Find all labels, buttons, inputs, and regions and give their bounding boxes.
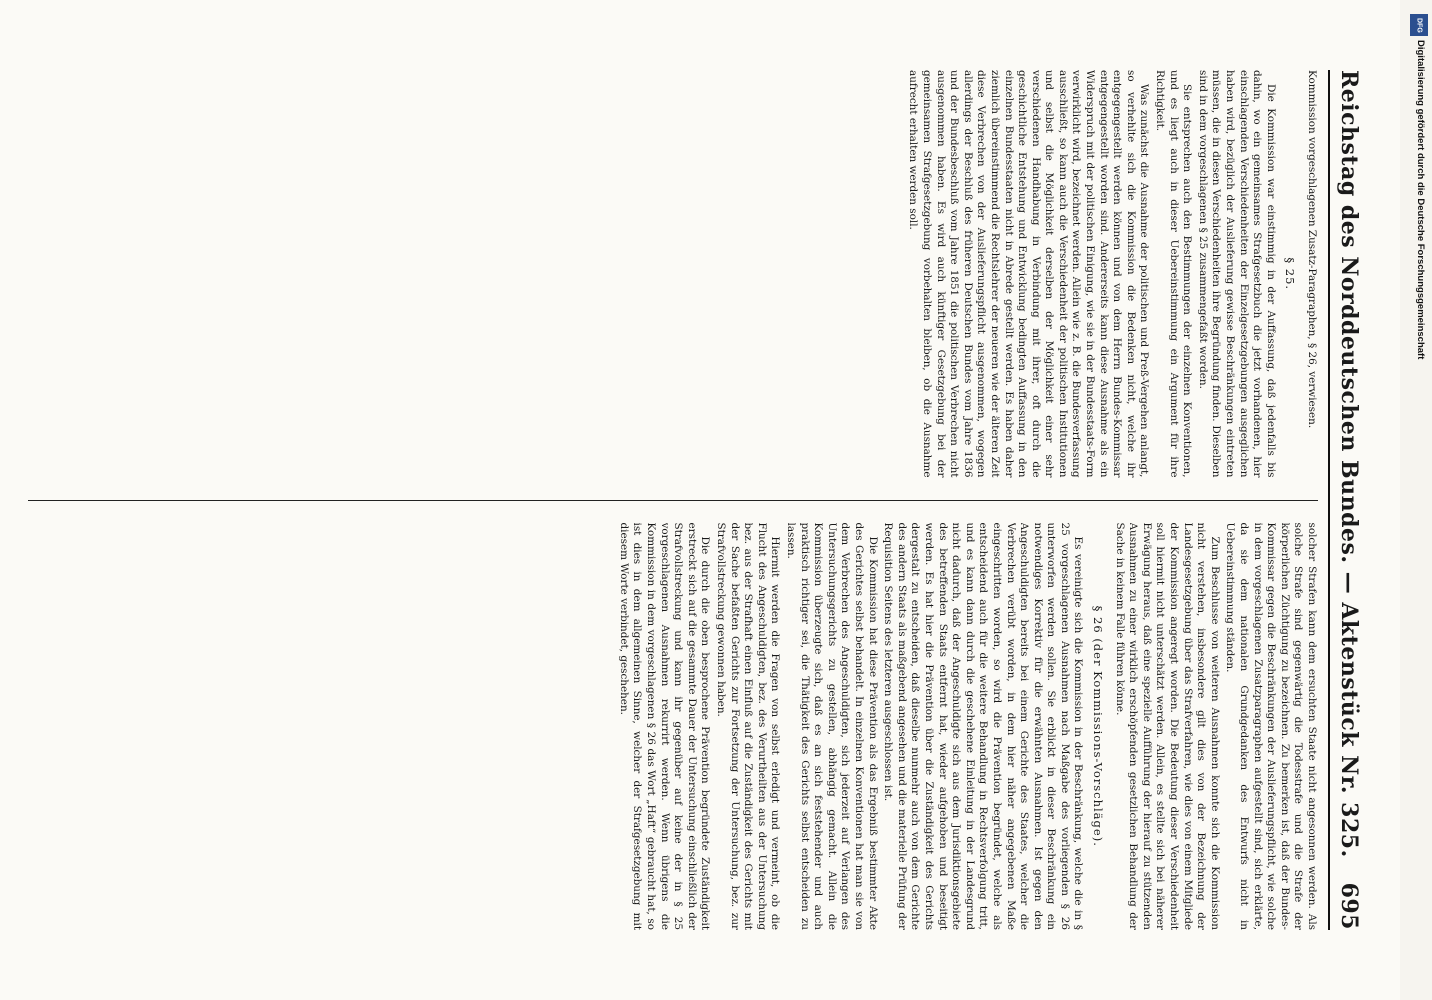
page-number: 695 xyxy=(1336,882,1362,930)
text-columns xyxy=(28,70,1318,930)
page-title: Reichstag des Norddeutschen Bundes. — Aktenstück Nr. 325. xyxy=(1336,70,1362,858)
paragraph: Was zunächst die Ausnahme der politischen und Preß-Vergehen anlangt, so verhehlte sich die Kommission die Bedenken nicht, welche ihr entgegengestellt werden können und von dem Herrn Bundes-Kommissar entgegengestellt worden sind. Andererseits kann diese Ausnahme als ein Widerspruch mit der politischen Einigung, wie sie in der Bundesstaats-Form verwirklicht wird, bezeichnet werden. Allein wie z. B. die Bundesverfassung ausschließt, so kann auch die Verschiedenheit der politischen Institutionen und selbst die Möglichkeit derselben der Möglichkeit einer sehr verschiedenen Handhabung in Verbindung mit ihrer, oft durch die geschichtliche Entstehung und Entwicklung bedingten Auffassung in den einzelnen Bundesstaaten nicht in Abrede gestellt werden. Es haben daher ziemlich übereinstimmend die Rechtslehrer der neueren wie der älteren Zeit diese Verbrechen von der Auslieferungspflicht ausgenommen, wogegen allerdings der Beschluß des früheren Deutschen Bundes vom Jahre 1836 und der Bundesbeschluß vom Jahre 1851 die politischen Verbrechen nicht ausgenommen haben. Es wird auch künftiger Gesetzgebung bei der gemeinsamen Strafgesetzgebung vorbehalten bleiben, ob die Ausnahme aufrecht erhalten werden soll. xyxy=(907,70,1151,478)
paragraph: Sie entsprechen auch den Bestimmungen der einzelnen Konventionen, und es liegt auch in dieser Uebereinstimmung ein Argument für ihre Richtigkeit. xyxy=(1154,70,1194,478)
column-divider xyxy=(28,500,1318,501)
paragraph: Kommission vorgeschlagenen Zusatz-Paragraphen, § 26, verwiesen. xyxy=(1306,70,1318,429)
paragraph: Zum Beschlusse von weiteren Ausnahmen konnte sich die Kommission nicht verstehen, insbesondere gilt dies von der Bezeichnung der Landesgesetzgebung über das Strafverfahren, wie dies von einem Mitgliede der Kommission angeregt worden. Die Bedeutung dieser Verschiedenheit soll hiermit nicht unterschätzt werden. Allein, es stellte sich bei näherer Erwägung heraus, daß eine spezielle Aufführung der hierauf zu stützenden Ausnahmen zu einer wirklich erschöpfenden gesetzlichen Behandlung der Sache in keinem Falle führen könne. xyxy=(1113,522,1221,930)
digitization-credit: Digitalisierung gefördert durch die Deutsche Forschungsgemeinschaft xyxy=(1415,40,1426,360)
paragraph: Die Kommission war einstimmig in der Auffassung, daß jedenfalls bis dahin, wo ein gemeinsames Strafgesetzbuch die jetzt vorhandenen, hier einschlagenden Verschiedenheiten der Einzelgesetzgebungen ausgeglichen haben wird, bezüglich der Auslieferung gewisse Beschränkungen eintreten müssen, die in diesen Verschiedenheiten ihre Begründung finden. Dieselben sind in dem vorgeschlagenen § 25 zusammengefaßt worden. xyxy=(1196,70,1277,478)
paragraph: Es vereinigte sich die Kommission in der Beschränkung, welche die in § 25 vorgeschlagenen Ausnahmen nach Maßgabe des vorliegenden § 26 unterworfen werden sollen. Sie erblickt in dieser Beschränkung ein notwendiges Korrektiv für die erwähnten Ausnahmen. Ist gegen den Angeschuldigten bereits bei einem Gerichte des Staates, welcher die Verbrechen verübt worden, in dem hier näher angegebenen Maße eingeschritten worden, so wird die Prävention begründet, welche als entscheidend auch für die weitere Behandlung in Rechtsverfolgung tritt, und es kann dann durch die geschehene Einleitung in der Landesgrund nicht dadurch, daß der Angeschuldigte sich aus dem Jurisdiktionsgebiete des betreffenden Staats entfernt hat, wieder aufgehoben und beseitigt werden. Es hat hier die Prävention über die Zuständigkeit des Gerichts dergestalt zu entscheiden, daß dieselbe nunmehr auch von dem Gerichte des andern Staats als maßgebend angesehen und die materielle Prüfung der Requisition Seitens des letzteren ausgeschlossen ist. xyxy=(882,522,1085,930)
section-heading-25: § 25. xyxy=(1283,257,1298,291)
section-heading-26: § 26 (der Kommissions-Vorschläge). xyxy=(1091,605,1106,847)
right-column xyxy=(28,523,1318,931)
paragraph: Die durch die oben besprochene Prävention begründete Zuständigkeit erstreckt sich auf die gesammte Dauer der Untersuchung einschließlich der Strafvollstreckung und kann ihr gegenüber auf keine der in § 25 vorgeschlagenen Ausnahmen rekurrirt werden. Wenn übrigens die Kommission in dem vorgeschlagenen § 26 das Wort „Haft“ gebraucht hat, so ist dies in dem allgemeinen Sinne, welcher der Strafgesetzgebung mit diesem Worte verbindet, geschehen. xyxy=(617,522,712,930)
paragraph: solcher Strafen kann dem ersuchten Staate nicht angesonnen werden. Als solche Strafe sind gegenwärtig die Todesstrafe und die Strafe der körperlichen Züchtigung zu bezeichnen. Zu bemerken ist, daß der Bundes-Kommissar gegen die Beschränkungen der Auslieferungspflicht, wie solche in dem vorgeschlagenen Zusatzparagraphen aufgestellt sind, sich erklärte, da sie dem nationalen Grundgedanken des Entwurfs nicht in Uebereinstimmung ständen. xyxy=(1224,522,1318,930)
paragraph: Hiermit werden die Fragen von selbst erledigt und vermeint, ob die Flucht des Angeschuldigten, bez. des Verurtheilten aus der Untersuchung bez. aus der Strafhaft einen Einfluß auf die Zuständigkeit des Gerichts mit der Sache befaßten Gerichts zur Fortsetzung der Untersuchung, bez. zur Strafvollstreckung gewonnen haben. xyxy=(715,522,782,930)
page-header xyxy=(1328,70,1362,930)
left-column xyxy=(28,70,1318,478)
paragraph: Die Kommission hat diese Prävention als das Ergebniß bestimmter Akte des Gerichtes selbst behandelt. In einzelnen Konventionen hat man sie von dem Verbrechen des Angeschuldigten, sich jederzeit auf Verlangen des Untersuchungsgerichts zu gestellen, abhängig gemacht. Allein die Kommission überzeugte sich, daß es an sich feststehender und auch praktisch richtiger sei, die Thätigkeit des Gerichts selbst entscheiden zu lassen. xyxy=(785,522,879,930)
dfg-logo-icon: DFG xyxy=(1410,14,1428,36)
